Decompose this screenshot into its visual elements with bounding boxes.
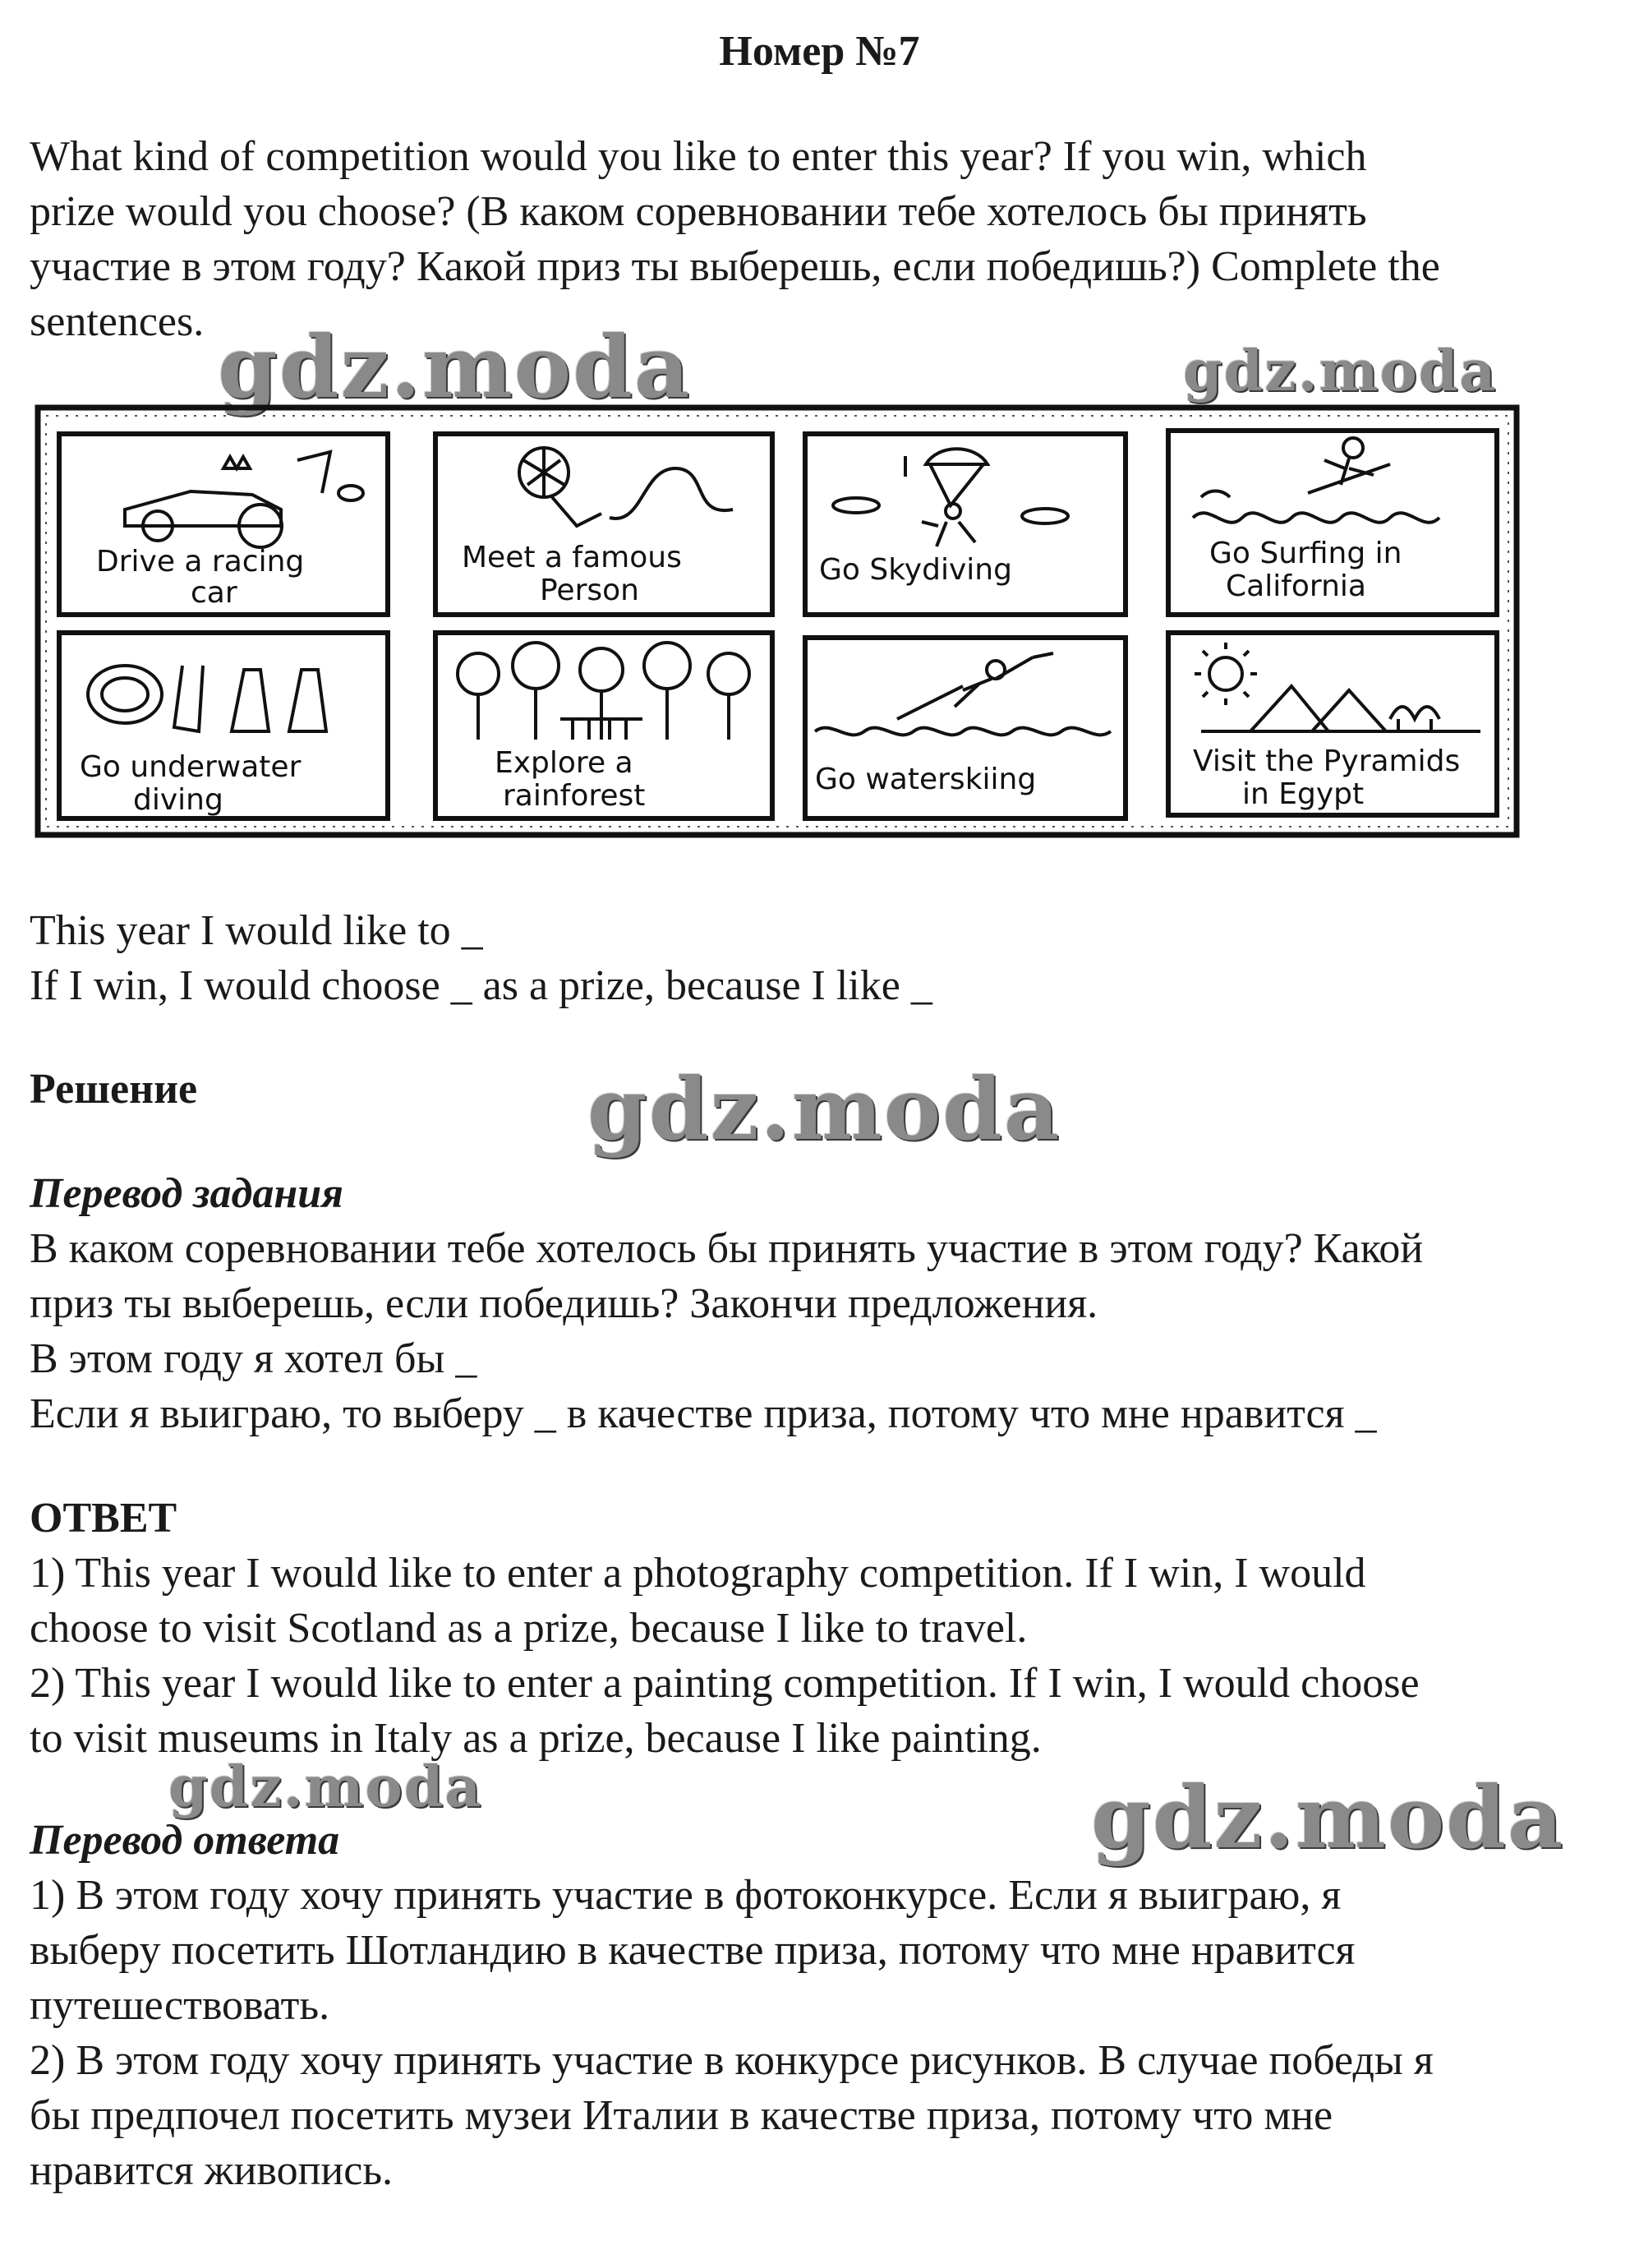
page-title: Номер №7 (719, 28, 920, 75)
answer-translation-line-3: путешествовать. (30, 1982, 330, 2029)
answer-line-1: 1) This year I would like to enter a photography competition. If I win, I would (30, 1550, 1366, 1597)
watermark: gdz.moda (1091, 1767, 1565, 1868)
answer-heading: ОТВЕТ (30, 1495, 177, 1542)
translation-line-3: В этом году я хотел бы _ (30, 1335, 477, 1382)
answer-line-2: choose to visit Scotland as a prize, because I like to travel. (30, 1605, 1028, 1652)
translation-line-2: приз ты выберешь, если победишь? Закончи предложения. (30, 1280, 1098, 1327)
prompt-line-1: This year I would like to _ (30, 907, 483, 954)
panel-label: Person (540, 574, 639, 607)
panel-drive-racing-car (59, 434, 388, 615)
panel-label: diving (133, 783, 223, 817)
answer-translation-line-2: выберу посетить Шотландию в качестве приза, потому что мне нравится (30, 1927, 1356, 1974)
task-line-1: What kind of competition would you like to enter this year? If you win, which (30, 133, 1367, 180)
panel-go-underwater-diving (59, 633, 388, 818)
panel-label: rainforest (503, 779, 646, 813)
answer-translation-line-4: 2) В этом году хочу принять участие в конкурсе рисунков. В случае победы я (30, 2037, 1434, 2084)
prompt-line-2: If I win, I would choose _ as a prize, because I like _ (30, 962, 932, 1009)
panel-label: Go Skydiving (819, 553, 1012, 587)
panel-label: car (191, 576, 237, 610)
watermark: gdz.moda (218, 316, 692, 417)
panel-go-surfing (1168, 431, 1497, 615)
panel-go-skydiving (805, 434, 1126, 615)
panel-explore-rainforest (435, 633, 772, 818)
watermark: gdz.moda (1183, 339, 1498, 404)
panel-label: Go Surfing in (1209, 537, 1402, 570)
answer-translation-line-6: нравится живопись. (30, 2147, 394, 2194)
panel-label: California (1226, 569, 1366, 603)
translation-heading: Перевод задания (30, 1170, 343, 1217)
answer-translation-heading: Перевод ответа (30, 1817, 340, 1864)
translation-line-1: В каком соревновании тебе хотелось бы принять участие в этом году? Какой (30, 1225, 1424, 1272)
answer-line-4: to visit museums in Italy as a prize, because I like painting. (30, 1715, 1042, 1762)
panel-label: Explore a (495, 746, 633, 780)
panel-label: in Egypt (1242, 777, 1365, 811)
panel-visit-pyramids (1168, 633, 1497, 815)
activities-illustration (35, 403, 1522, 842)
answer-translation-line-5: бы предпочел посетить музеи Италии в качестве приза, потому что мне (30, 2092, 1333, 2139)
panel-label: Meet a famous (462, 541, 682, 574)
task-line-4: sentences. (30, 298, 205, 345)
task-line-3: участие в этом году? Какой приз ты выберешь, если победишь?) Complete the (30, 243, 1440, 290)
watermark: gdz.moda (587, 1058, 1061, 1159)
panel-label: Go underwater (80, 750, 302, 784)
task-line-2: prize would you choose? (В каком соревновании тебе хотелось бы принять (30, 188, 1367, 235)
panel-meet-famous-person (435, 434, 772, 615)
panel-label: Go waterskiing (815, 763, 1037, 796)
panel-go-waterskiing (805, 638, 1126, 818)
answer-translation-line-1: 1) В этом году хочу принять участие в фотоконкурсе. Если я выиграю, я (30, 1872, 1342, 1919)
answer-line-3: 2) This year I would like to enter a painting competition. If I win, I would choose (30, 1660, 1420, 1707)
panel-label: Visit the Pyramids (1193, 744, 1461, 778)
panel-label: Drive a racing (96, 545, 305, 579)
solution-heading: Решение (30, 1066, 198, 1113)
translation-line-4: Если я выиграю, то выберу _ в качестве приза, потому что мне нравится _ (30, 1390, 1377, 1437)
watermark: gdz.moda (168, 1754, 483, 1820)
